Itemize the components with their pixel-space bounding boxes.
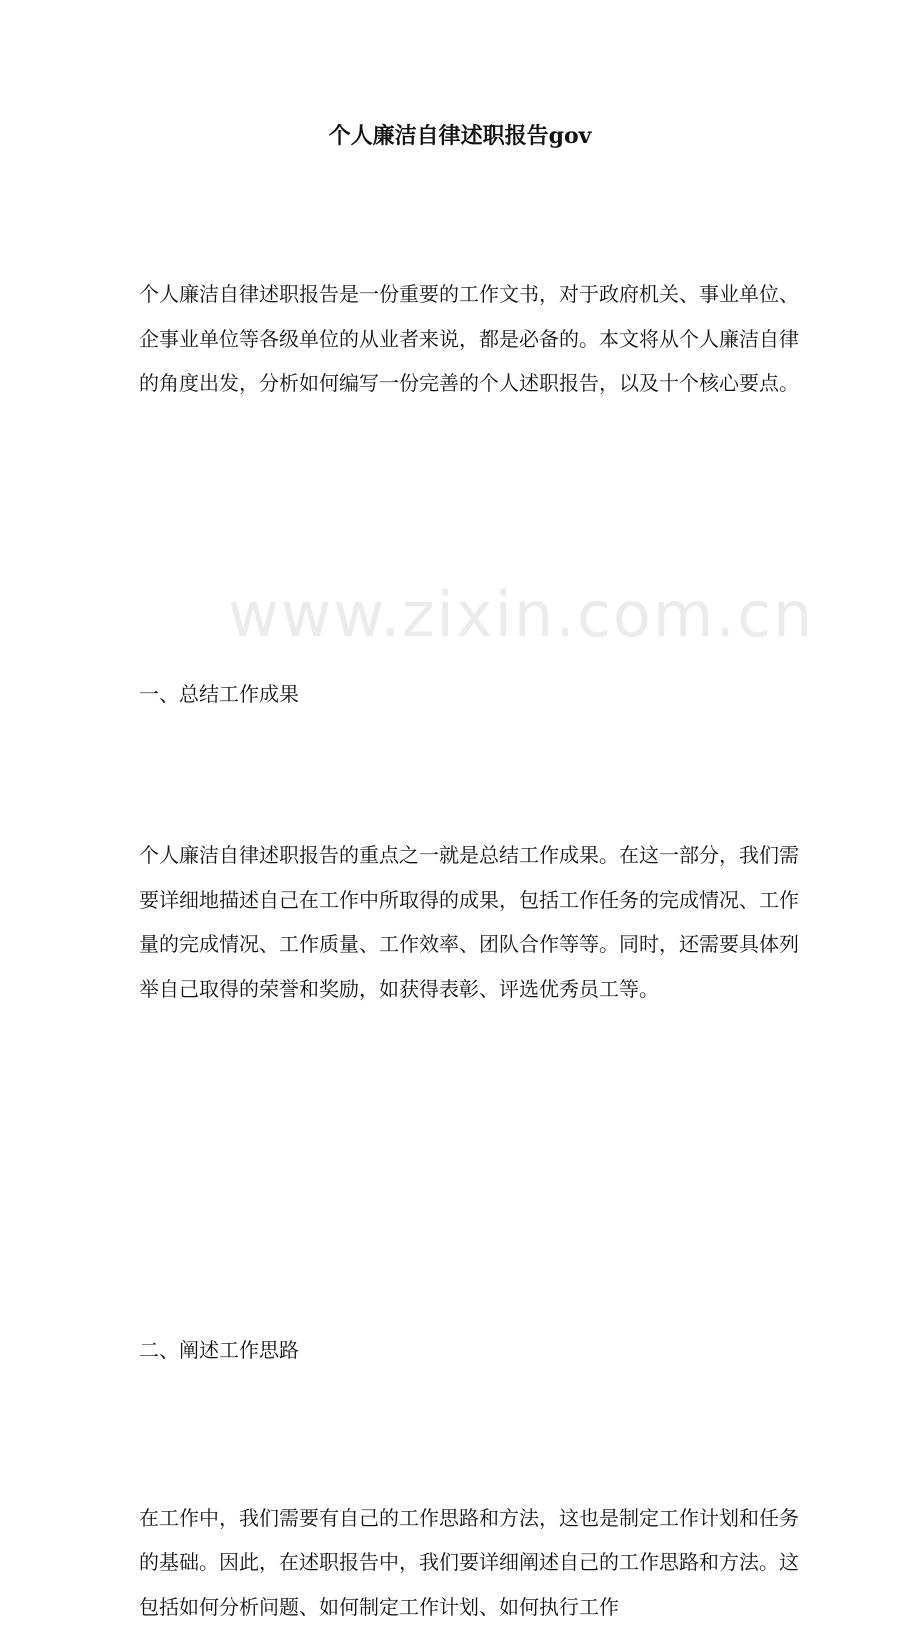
watermark: www.zixin.com.cn (228, 580, 698, 650)
section-heading-2: 二、阐述工作思路 (139, 1328, 799, 1373)
section-body-1: 个人廉洁自律述职报告的重点之一就是总结工作成果。在这一部分，我们需要详细地描述自己在工作中所取得的成果，包括工作任务的完成情况、工作量的完成情况、工作质量、工作效率、团队合作等等。同时，还需要具体列举自己取得的荣誉和奖励，如获得表彰、评选优秀员工等。 (139, 833, 799, 1011)
document-title: 个人廉洁自律述职报告gov (0, 118, 920, 154)
section-body-2: 在工作中，我们需要有自己的工作思路和方法，这也是制定工作计划和任务的基础。因此，在述职报告中，我们要详细阐述自己的工作思路和方法。这包括如何分析问题、如何制定工作计划、如何执行工作 (139, 1496, 799, 1629)
section-heading-1: 一、总结工作成果 (139, 672, 799, 717)
intro-paragraph: 个人廉洁自律述职报告是一份重要的工作文书，对于政府机关、事业单位、企事业单位等各级单位的从业者来说，都是必备的。本文将从个人廉洁自律的角度出发，分析如何编写一份完善的个人述职报告，以及十个核心要点。 (139, 272, 799, 406)
